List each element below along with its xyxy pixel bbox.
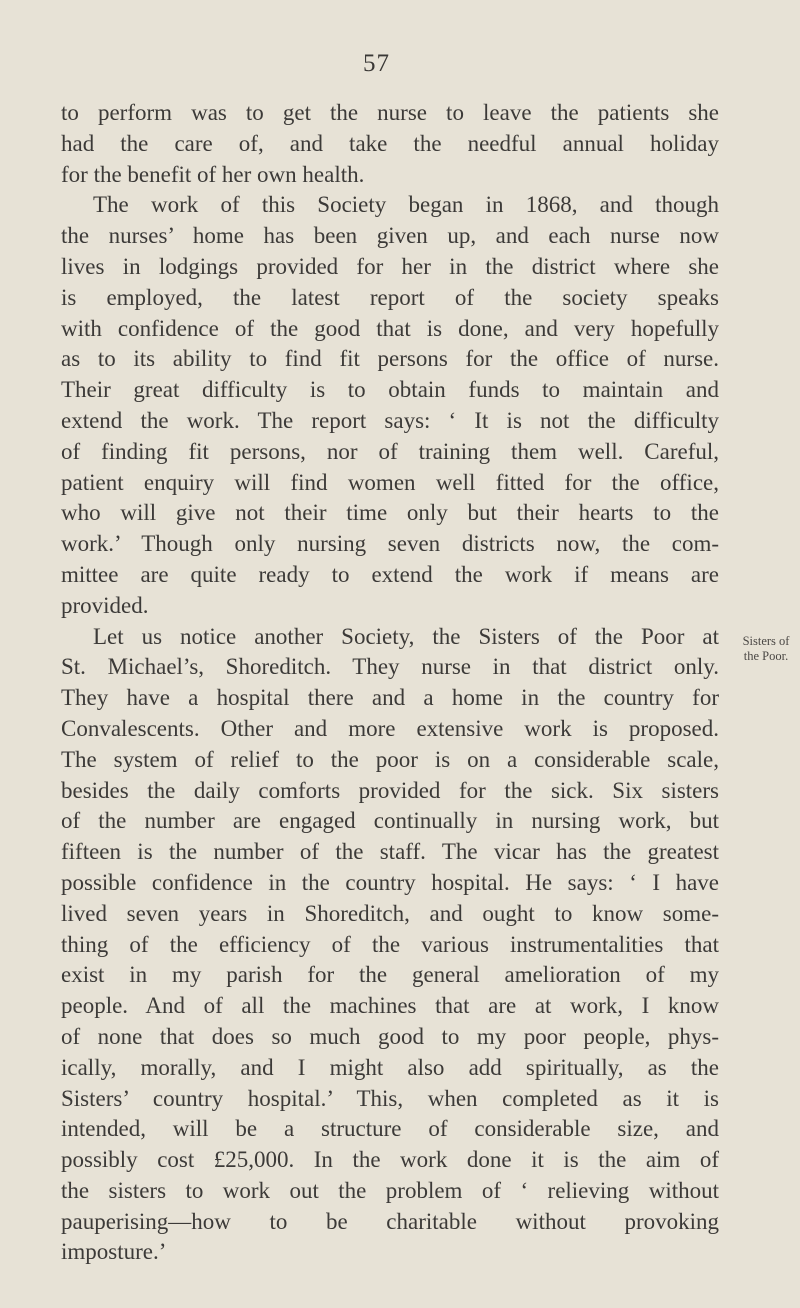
text-line: Sisters’ country hospital.’ This, when completed as it is (61, 1085, 719, 1111)
text-line: provided. (61, 592, 149, 618)
text-line: for the benefit of her own health. (61, 161, 365, 187)
text-line: who will give not their time only but their hearts to the (61, 500, 719, 526)
text-line: possibly cost £25,000. In the work done it is the aim of (61, 1147, 719, 1173)
text-line: people. And of all the machines that are at work, I know (61, 993, 719, 1019)
text-line: exist in my parish for the general amelioration of my (61, 962, 719, 988)
text-line: pauperising—how to be charitable without provoking (61, 1208, 719, 1234)
text-line: St. Michael’s, Shoreditch. They nurse in that district only. (61, 654, 719, 680)
text-line: Their great difficulty is to obtain funds to maintain and (61, 377, 719, 403)
text-line: Let us notice another Society, the Sisters of the Poor at (93, 623, 719, 649)
text-line: to perform was to get the nurse to leave the patients she (61, 100, 719, 125)
body-text (61, 98, 719, 1268)
text-line: is employed, the latest report of the society speaks (61, 284, 719, 310)
text-line: of none that does so much good to my poor people, phys- (61, 1023, 719, 1049)
text-line: The work of this Society began in 1868, and though (93, 192, 719, 218)
text-line: with confidence of the good that is done, and very hopefully (61, 315, 719, 341)
text-line: fifteen is the number of the staff. The vicar has the greatest (61, 839, 719, 865)
page-number: 57 (363, 50, 390, 77)
text-line: had the care of, and take the needful annual holiday (61, 130, 719, 156)
margin-note-line: the Poor. (743, 649, 789, 663)
text-line: ically, morally, and I might also add spiritually, as the (61, 1054, 719, 1080)
text-line: lived seven years in Shoreditch, and ought to know some- (61, 900, 719, 926)
text-line: of the number are engaged continually in nursing work, but (61, 808, 719, 834)
text-line: patient enquiry will find women well fitted for the office, (61, 469, 719, 495)
text-line: imposture.’ (61, 1239, 167, 1265)
text-line: extend the work. The report says: ‘ It is not the difficulty (61, 407, 719, 433)
margin-note-line: Sisters of (742, 634, 790, 648)
text-line: They have a hospital there and a home in the country for (61, 685, 719, 711)
text-line: mittee are quite ready to extend the work if means are (61, 561, 719, 587)
text-line: lives in lodgings provided for her in the district where she (61, 253, 719, 279)
text-line: the nurses’ home has been given up, and each nurse now (61, 223, 719, 249)
text-line: the sisters to work out the problem of ‘ relieving without (61, 1177, 719, 1203)
text-line: The system of relief to the poor is on a considerable scale, (61, 746, 719, 772)
text-line: of finding fit persons, nor of training them well. Careful, (61, 438, 719, 464)
margin-note (735, 634, 797, 664)
text-line: possible confidence in the country hospital. He says: ‘ I have (61, 869, 719, 895)
text-line: intended, will be a structure of considerable size, and (61, 1116, 719, 1142)
text-line: Convalescents. Other and more extensive work is proposed. (61, 715, 719, 741)
text-line: work.’ Though only nursing seven districts now, the com- (61, 531, 719, 557)
text-line: as to its ability to find fit persons for the office of nurse. (61, 346, 719, 372)
text-line: besides the daily comforts provided for the sick. Six sisters (61, 777, 719, 803)
text-line: thing of the efficiency of the various instrumentalities that (61, 931, 719, 957)
